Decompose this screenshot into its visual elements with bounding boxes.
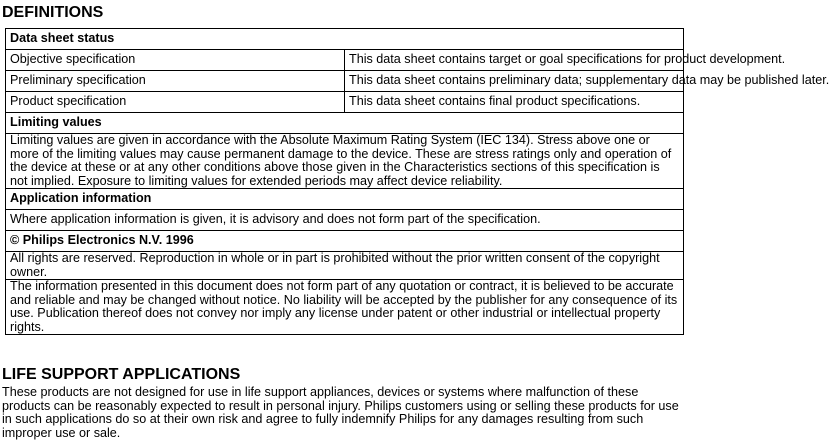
paragraph-row bbox=[6, 280, 684, 335]
data-sheet-status-heading: Data sheet status bbox=[6, 29, 684, 50]
application-information-heading: Application information bbox=[6, 189, 684, 210]
table-row bbox=[6, 50, 684, 71]
status-label: Preliminary specification bbox=[6, 71, 345, 92]
paragraph-row bbox=[6, 210, 684, 231]
status-description: This data sheet contains target or goal specifications for product development. bbox=[345, 50, 684, 71]
paragraph-row bbox=[6, 134, 684, 189]
table-row bbox=[6, 71, 684, 92]
section-header-row bbox=[6, 231, 684, 252]
section-header-row bbox=[6, 113, 684, 134]
rights-reserved-text: All rights are reserved. Reproduction in whole or in part is prohibited without the prior written consent of the copyright owner. bbox=[6, 252, 684, 280]
copyright-heading: © Philips Electronics N.V. 1996 bbox=[6, 231, 684, 252]
section-header-row bbox=[6, 189, 684, 210]
section-header-row bbox=[6, 29, 684, 50]
life-support-text: These products are not designed for use in life support appliances, devices or systems where malfunction of these products can be reasonably expected to result in personal injury. Philips customers using or selling these products for use in such applications do so at their own risk and agree to fully indemnify Philips for any damages resulting from such improper use or sale. bbox=[2, 385, 679, 440]
definitions-title: DEFINITIONS bbox=[2, 4, 104, 21]
status-description: This data sheet contains preliminary data; supplementary data may be published later. bbox=[345, 71, 684, 92]
application-information-text: Where application information is given, it is advisory and does not form part of the specification. bbox=[6, 210, 684, 231]
status-description: This data sheet contains final product specifications. bbox=[345, 92, 684, 113]
paragraph-row bbox=[6, 252, 684, 280]
limiting-values-text: Limiting values are given in accordance with the Absolute Maximum Rating System (IEC 134). Stress above one or more of the limiting values may cause permanent damage to the device. These are stress ratings only and operation of the device at these or at any other conditions above those given in the Characteristics sections of this specification is not implied. Exposure to limiting values for extended periods may affect device reliability. bbox=[6, 134, 684, 189]
disclaimer-text: The information presented in this document does not form part of any quotation or contract, it is believed to be accurate and reliable and may be changed without notice. No liability will be accepted by the publisher for any consequence of its use. Publication thereof does not convey nor imply any license under patent or other industrial or intellectual property rights. bbox=[6, 280, 684, 335]
definitions-table bbox=[5, 28, 829, 335]
limiting-values-heading: Limiting values bbox=[6, 113, 684, 134]
status-label: Product specification bbox=[6, 92, 345, 113]
status-label: Objective specification bbox=[6, 50, 345, 71]
table-row bbox=[6, 92, 684, 113]
life-support-title: LIFE SUPPORT APPLICATIONS bbox=[2, 366, 241, 383]
